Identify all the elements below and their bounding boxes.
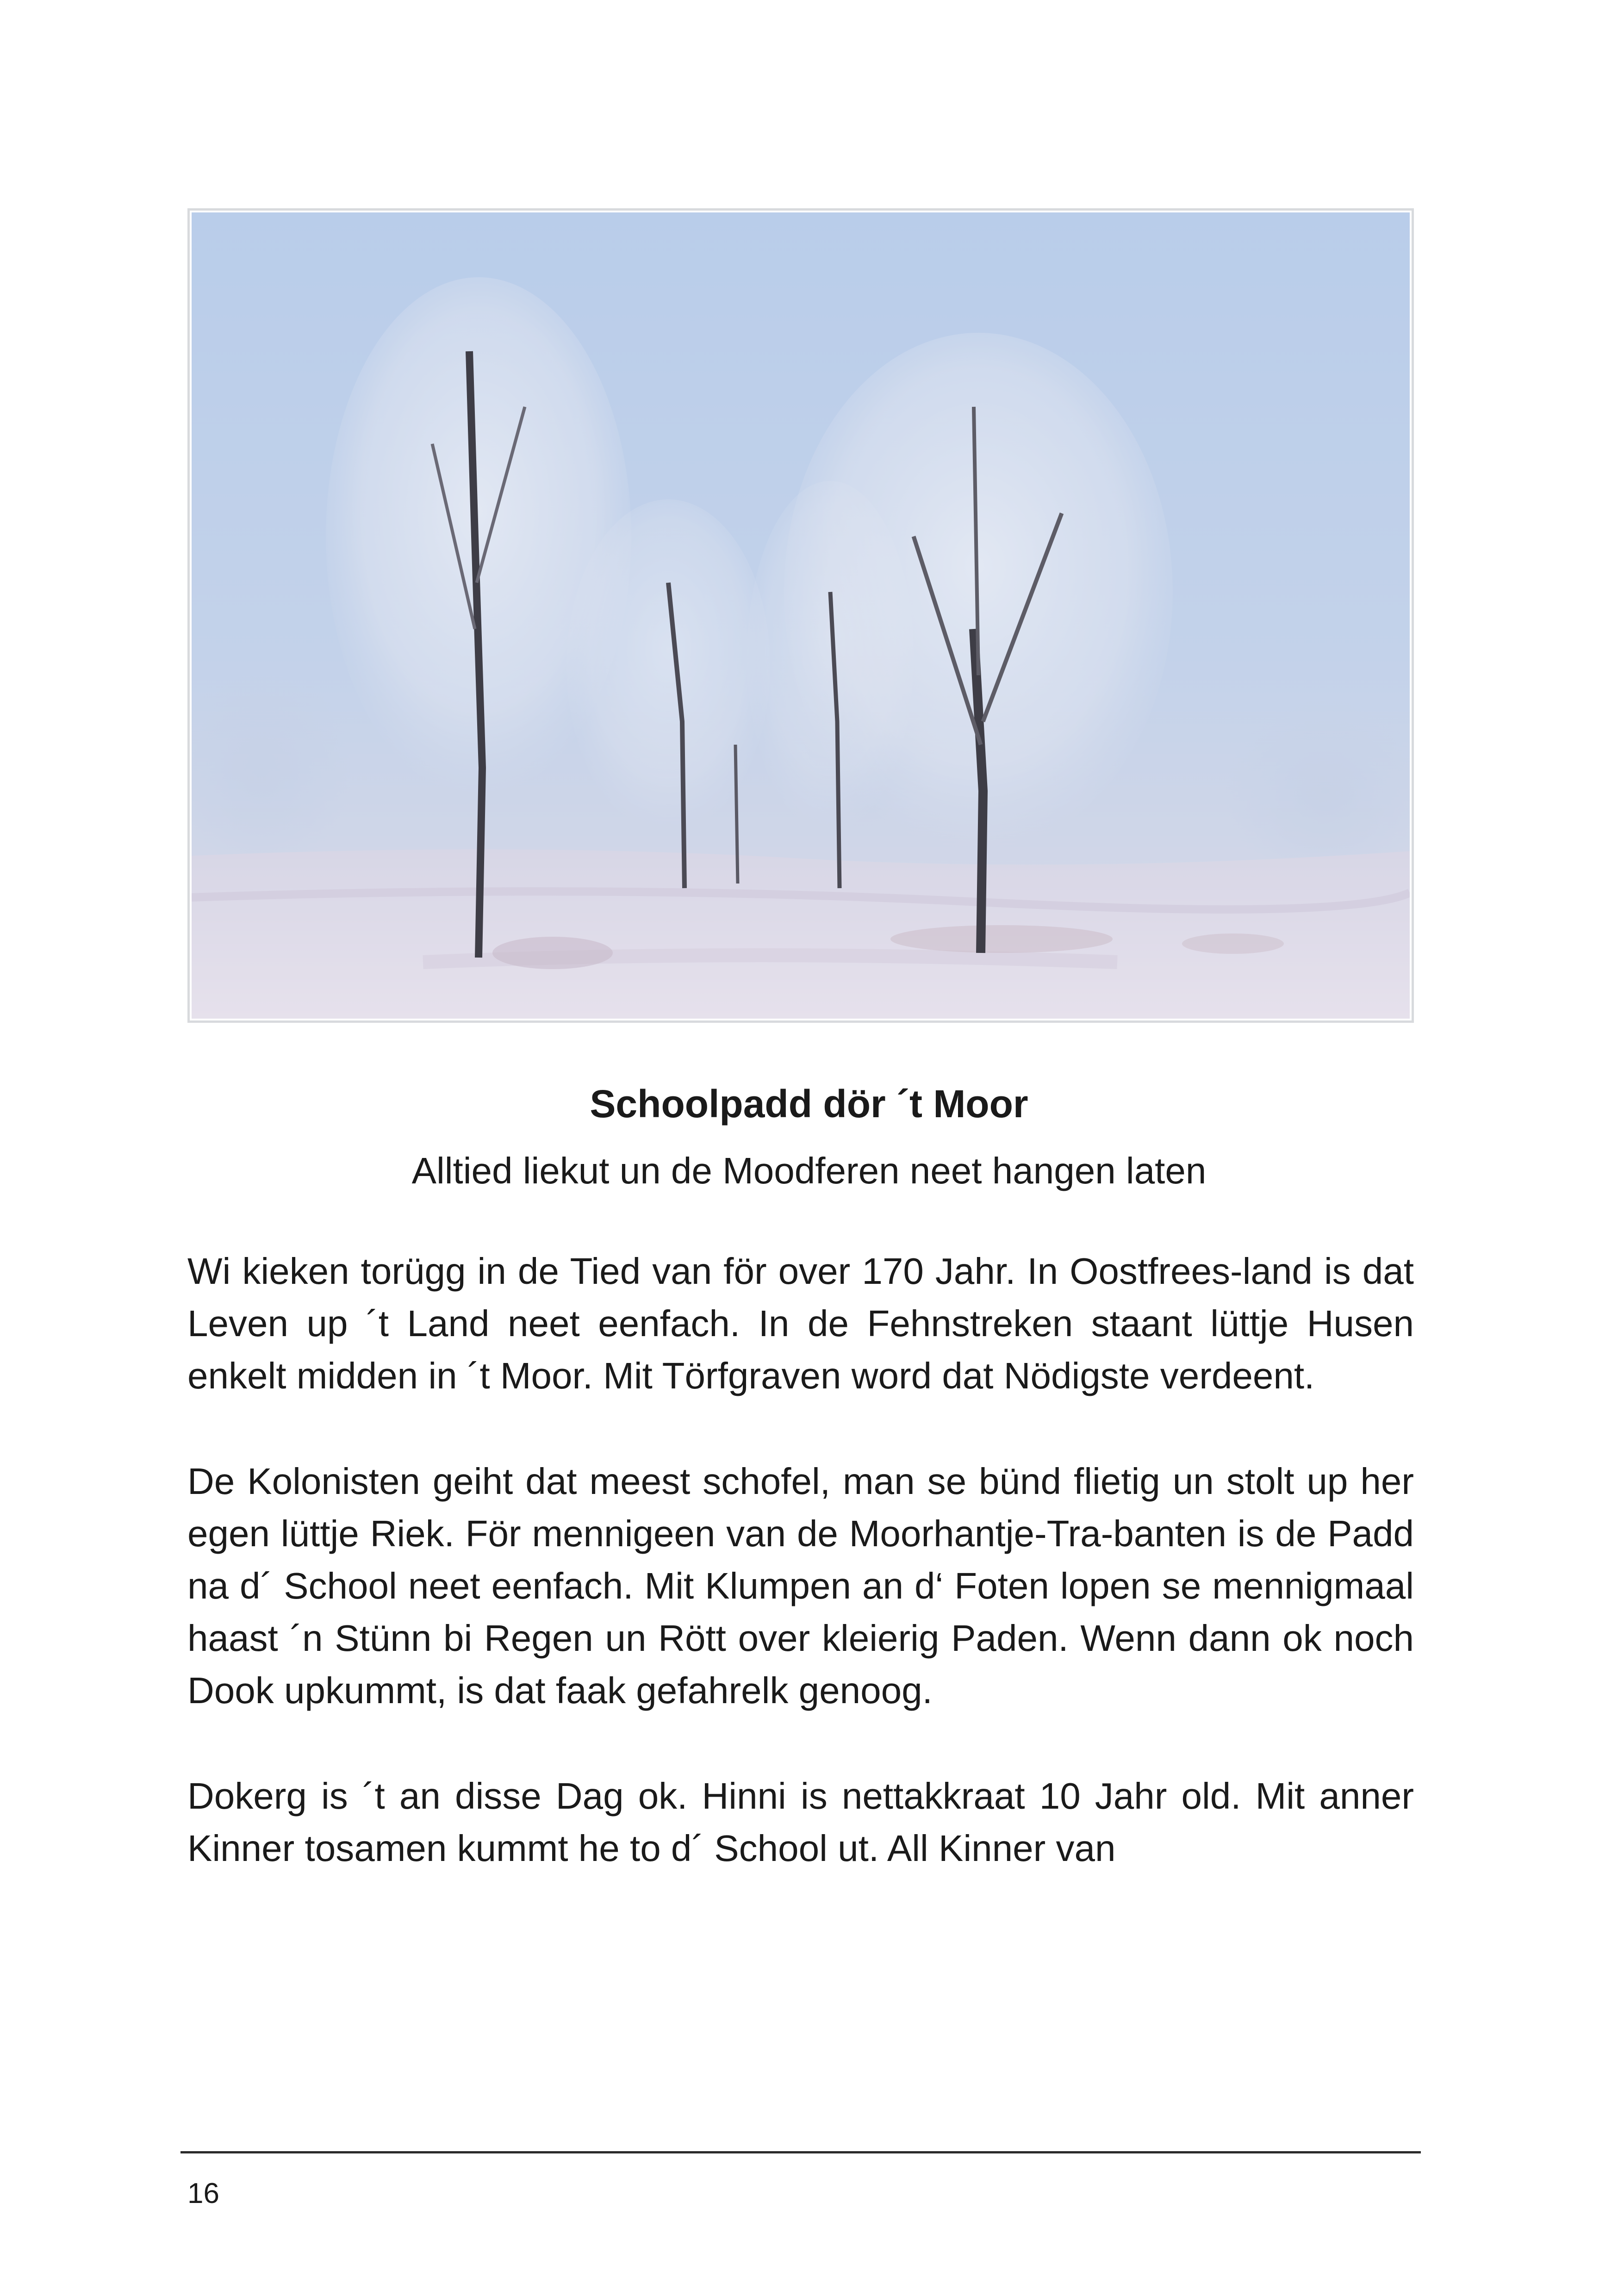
story-title: Schoolpadd dör ´t Moor <box>590 1082 1028 1126</box>
paragraph-1: Wi kieken torügg in de Tied van för over 170 Jahr. In Oostfrees-land is dat Leven up ´t Land neet eenfach. In de Fehnstreken staant lüttje Husen enkelt midden in ´t Moor. Mit Törfgraven word dat Nödigste verdeent. <box>187 1251 1414 1396</box>
photo-frame <box>187 208 1414 1023</box>
page-number: 16 <box>187 2178 219 2209</box>
story-subtitle: Alltied liekut un de Moodferen neet hangen laten <box>411 1150 1207 1191</box>
story-body <box>187 1245 1414 1874</box>
winter-trees-photo <box>192 212 1410 1019</box>
paragraph-2: De Kolonisten geiht dat meest schofel, man se bünd flietig un stolt up her egen lüttje Riek. För mennigeen van de Moorhantje-Tra-banten is de Padd na d´ School neet eenfach. Mit Klumpen an d‘ Foten lopen se mennigmaal haast ´n Stünn bi Regen un Rött over kleierig Paden. Wenn dann ok noch Dook upkummt, is dat faak gefahrelk genoog. <box>187 1461 1414 1711</box>
footer-divider <box>180 2151 1421 2153</box>
paragraph-3: Dokerg is ´t an disse Dag ok. Hinni is nettakkraat 10 Jahr old. Mit anner Kinner tosamen kummt he to d´ School ut. All Kinner van <box>187 1775 1414 1869</box>
